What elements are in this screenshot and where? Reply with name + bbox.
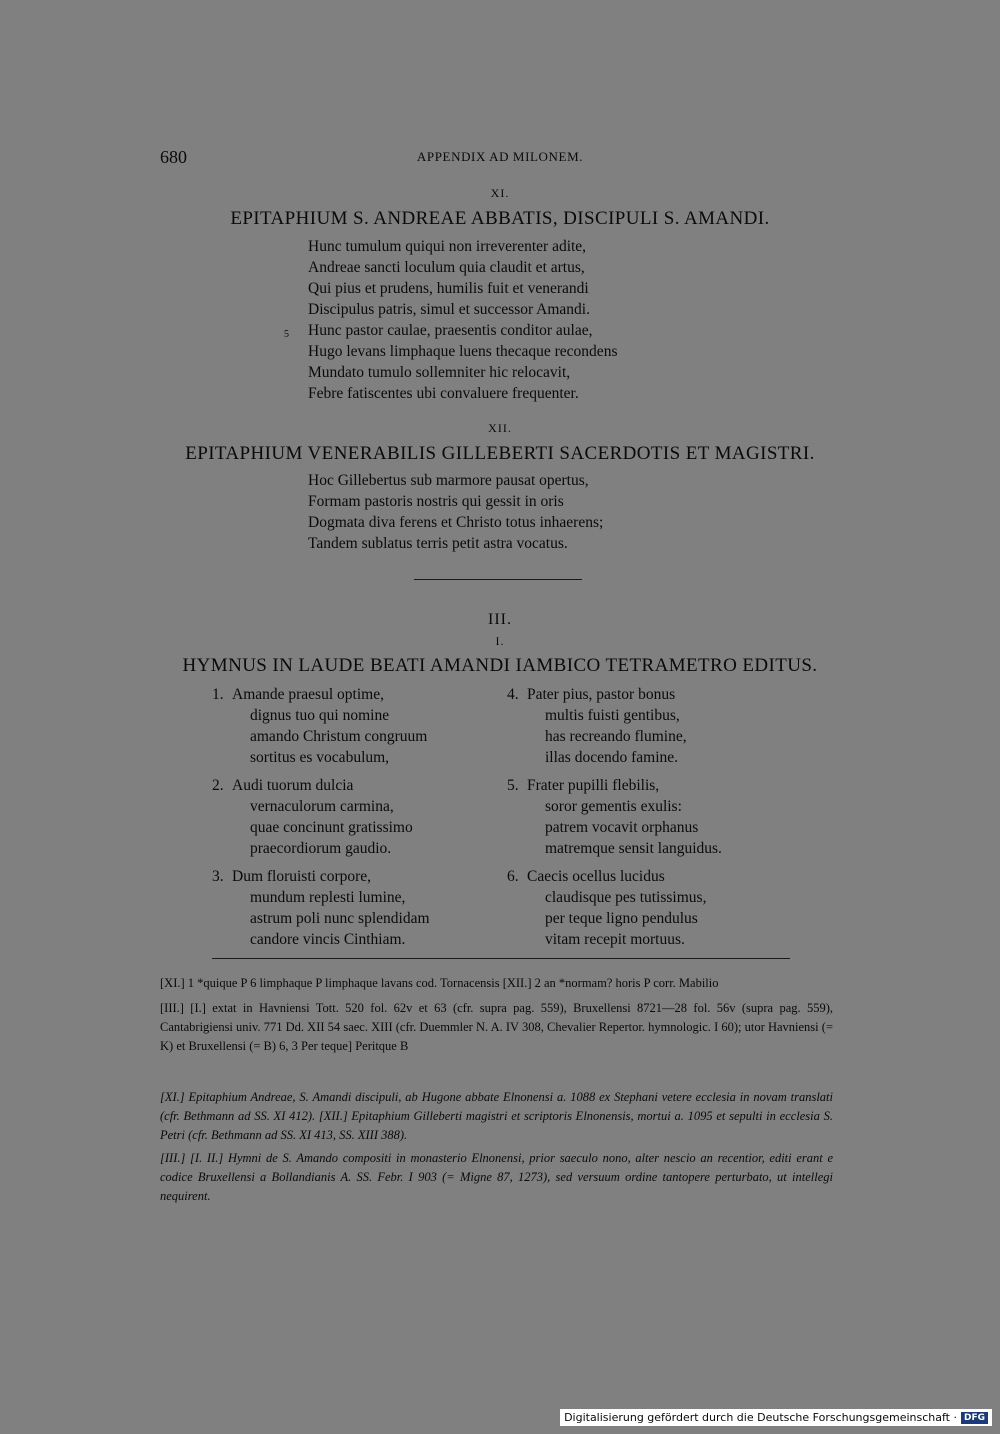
- section-xii-numeral: XII.: [488, 421, 512, 435]
- hymn-right-column: [507, 684, 722, 957]
- hymn-stanza: [507, 866, 722, 950]
- verse-line: Frater pupilli flebilis,: [527, 777, 660, 794]
- stanza-number: 3.: [212, 868, 224, 885]
- section-xi-heading: EPITAPHIUM S. ANDREAE ABBATIS, DISCIPULI S. AMANDI.: [230, 208, 770, 229]
- section-iii-heading: HYMNUS IN LAUDE BEATI AMANDI IAMBICO TETRAMETRO EDITUS.: [182, 655, 818, 676]
- verse-line: Amande praesul optime,: [232, 686, 384, 703]
- verse-line: Audi tuorum dulcia: [232, 777, 354, 794]
- verse-line: per teque ligno pendulus: [545, 910, 698, 927]
- verse-line: quae concinunt gratissimo: [250, 819, 413, 836]
- verse-line: patrem vocavit orphanus: [545, 819, 699, 836]
- stanza-number: 1.: [212, 686, 224, 703]
- verse-line: amando Christum congruum: [250, 728, 428, 745]
- hymn-left-column: [212, 684, 430, 957]
- verse-line: Dogmata diva ferens et Christo totus inhaerens;: [308, 514, 604, 531]
- hymn-stanza: [507, 775, 722, 859]
- verse-line: vitam recepit mortuus.: [545, 931, 685, 948]
- stanza-number: 4.: [507, 686, 519, 703]
- verse-line: Hugo levans limphaque luens thecaque recondens: [308, 343, 618, 360]
- historical-note: [XI.] Epitaphium Andreae, S. Amandi discipuli, ab Hugone abbate Elnonensi a. 1088 ex Stephani vetere ecclesia in novam translati (cfr. Bethmann ad SS. XI 412). [XII.] Epitaphium Gilleberti magistri et scriptoris Elnonensis, mortui a. 1095 et sepulti in ecclesia S. Petri (cfr. Bethmann ad SS. XI 413, SS. XIII 388).: [160, 1090, 833, 1142]
- verse-line: Tandem sublatus terris petit astra vocatus.: [308, 535, 568, 552]
- verse-line: multis fuisti gentibus,: [545, 707, 680, 724]
- section-iii-numeral: III.: [488, 611, 512, 628]
- footer-text: Digitalisierung gefördert durch die Deutsche Forschungsgemeinschaft ·: [564, 1411, 957, 1424]
- verse-line: vernaculorum carmina,: [250, 798, 394, 815]
- verse-line: dignus tuo qui nomine: [250, 707, 390, 724]
- verse-line-text: Hunc pastor caulae, praesentis conditor aulae,: [308, 322, 593, 339]
- apparatus-note: [III.] [I.] extat in Havniensi Tott. 520 fol. 62v et 63 (cfr. supra pag. 559), Bruxellensi 8721—28 fol. 56v (supra pag. 559), Cantabrigiensi univ. 771 Dd. XII 54 saec. XIII (cfr. Duemmler N. A. IV 308, Chevalier Repertor. hymnologic. I 60); utor Havniensi (= K) et Bruxellensi (= B) 6, 3 Per teque] Peritque B: [160, 1001, 833, 1053]
- verse-line: [284, 320, 617, 341]
- section-divider: [414, 579, 582, 580]
- digitization-footer: [560, 1409, 992, 1426]
- hymn-stanza: [212, 866, 430, 950]
- hymn-stanza: [212, 775, 430, 859]
- stanza-number: 2.: [212, 777, 224, 794]
- verse-line: Pater pius, pastor bonus: [527, 686, 676, 703]
- epitaph-gilleberti-poem: [308, 470, 603, 554]
- verse-line: Qui pius et prudens, humilis fuit et venerandi: [308, 280, 589, 297]
- line-number: 5: [284, 329, 289, 340]
- verse-line: praecordiorum gaudio.: [250, 840, 392, 857]
- verse-line: astrum poli nunc splendidam: [250, 910, 430, 927]
- verse-line: mundum replesti lumine,: [250, 889, 406, 906]
- dfg-logo: DFG: [961, 1412, 988, 1424]
- verse-line: claudisque pes tutissimus,: [545, 889, 707, 906]
- hymn-stanza: [507, 684, 722, 768]
- verse-line: Formam pastoris nostris qui gessit in oris: [308, 493, 564, 510]
- verse-line: candore vincis Cinthiam.: [250, 931, 406, 948]
- stanza-number: 6.: [507, 868, 519, 885]
- footnote-separator: [212, 958, 790, 959]
- verse-line: Febre fatiscentes ubi convaluere frequenter.: [308, 385, 579, 402]
- section-xii-heading: EPITAPHIUM VENERABILIS GILLEBERTI SACERDOTIS ET MAGISTRI.: [185, 443, 815, 464]
- apparatus-note: [XI.] 1 *quique P 6 limphaque P limphaque lavans cod. Tornacensis [XII.] 2 an *normam? horis P corr. Mabilio: [160, 976, 719, 990]
- hymn-stanza: [212, 684, 430, 768]
- verse-line: matremque sensit languidus.: [545, 840, 722, 857]
- section-iii-sub-numeral: I.: [495, 634, 505, 648]
- verse-line: soror gementis exulis:: [545, 798, 682, 815]
- verse-line: Hoc Gillebertus sub marmore pausat opertus,: [308, 472, 589, 489]
- section-xi-numeral: XI.: [490, 186, 510, 200]
- running-head: APPENDIX AD MILONEM.: [416, 149, 584, 164]
- verse-line: has recreando flumine,: [545, 728, 687, 745]
- epitaph-andreae-poem: [284, 236, 618, 404]
- historical-note: [III.] [I. II.] Hymni de S. Amando compositi in monasterio Elnonensi, prior saeculo nono, alter nescio an recentior, editi erant e codice Bruxellensi a Bollandianis A. SS. Febr. I 903 (= Migne 87, 1273), sed versuum ordine tantopere perturbato, ut intellegi nequirent.: [160, 1151, 833, 1203]
- verse-line: Mundato tumulo sollemniter hic relocavit,: [308, 364, 571, 381]
- page-number: 680: [160, 147, 187, 167]
- verse-line: Caecis ocellus lucidus: [527, 868, 665, 885]
- critical-apparatus: [160, 974, 833, 1058]
- verse-line: Andreae sancti loculum quia claudit et artus,: [308, 259, 585, 276]
- verse-line: sortitus es vocabulum,: [250, 749, 390, 766]
- verse-line: illas docendo famine.: [545, 749, 678, 766]
- verse-line: Discipulus patris, simul et successor Amandi.: [308, 301, 590, 318]
- verse-line: Dum floruisti corpore,: [232, 868, 372, 885]
- stanza-number: 5.: [507, 777, 519, 794]
- historical-notes: [160, 1088, 833, 1208]
- verse-line: Hunc tumulum quiqui non irreverenter adite,: [308, 238, 587, 255]
